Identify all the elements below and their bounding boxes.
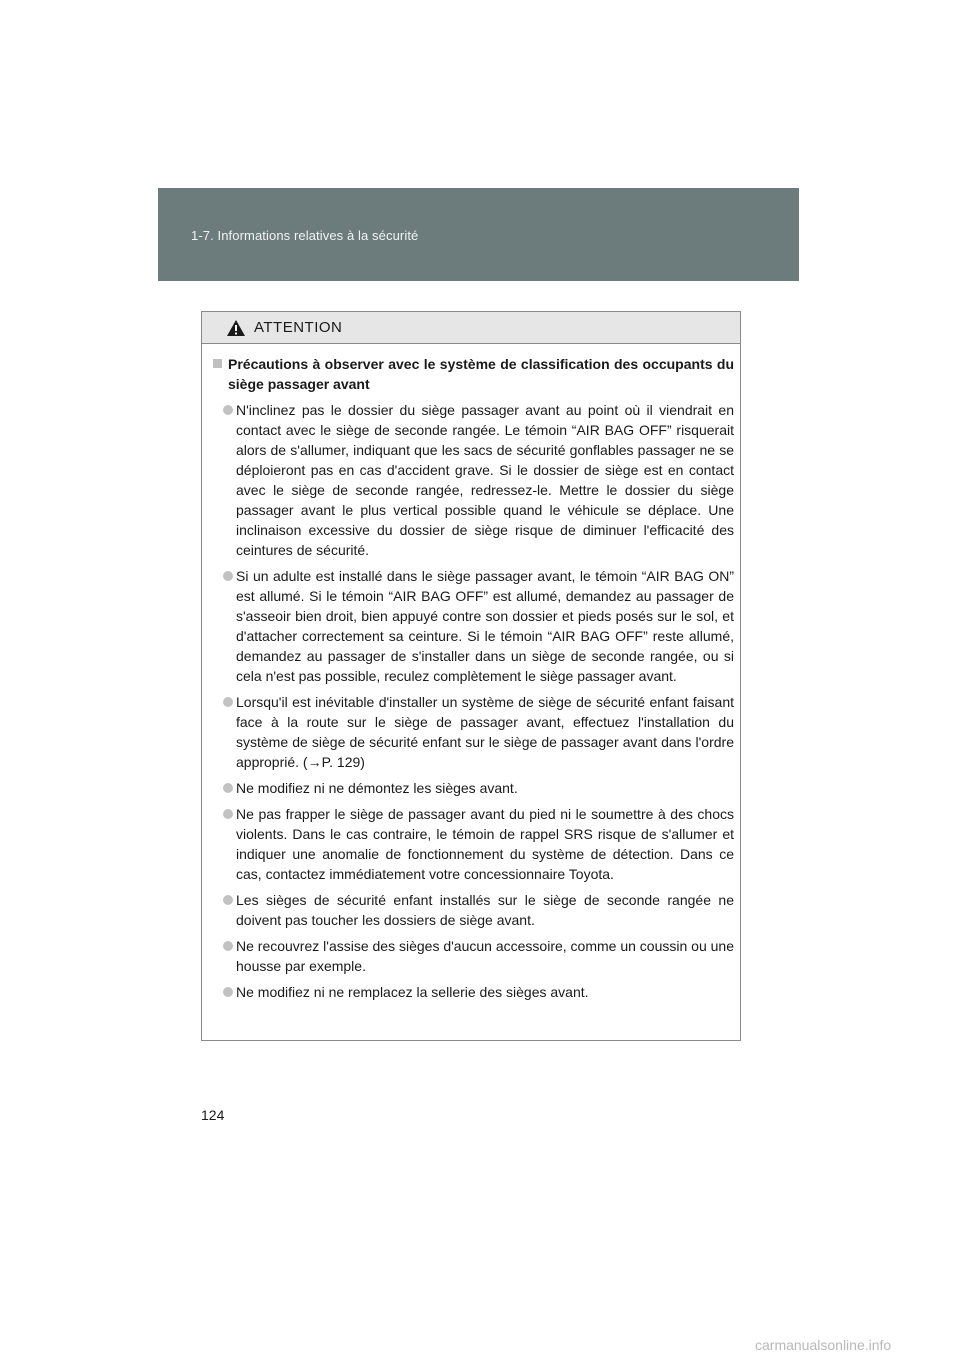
list-item [213,936,734,976]
list-item [213,566,734,686]
warning-header [202,312,740,344]
list-item-text: Ne recouvrez l'assise des sièges d'aucun accessoire, comme un coussin ou une housse par exemple. [236,938,734,974]
warning-box [201,311,741,1041]
circle-bullet-icon [223,895,233,905]
section-heading [213,354,734,394]
warning-triangle-icon [226,319,246,337]
list-item [213,804,734,884]
warning-content [202,344,740,1002]
list-item-text: Ne pas frapper le siège de passager avant du pied ni le soumettre à des chocs violents. Dans le cas contraire, le témoin de rappel SRS risque de s'allumer et indiquer une anomalie de fonctionnement du système de détection. Dans ce cas, contactez immédiatement votre concessionnaire Toyota. [236,806,734,882]
list-item-text: Lorsqu'il est inévitable d'installer un système de siège de sécurité enfant faisant face à la route sur le siège de passager avant, effectuez l'installation du système de siège de sécurité enfant sur le siège de passager avant dans l'ordre approprié. (→P. 129) [236,694,734,770]
circle-bullet-icon [223,405,233,415]
warning-bullet-list [213,400,734,1002]
list-item-text: Si un adulte est installé dans le siège passager avant, le témoin “AIR BAG ON” est allumé. Si le témoin “AIR BAG OFF” est allumé, demandez au passager de s'asseoir bien droit, bien appuyé contre son dossier et pieds posés sur le sol, et d'attacher correctement sa ceinture. Si le témoin “AIR BAG OFF” reste allumé, demandez au passager de s'installer dans un siège de seconde rangée, ou si cela n'est pas possible, reculez complètement le siège passager avant. [236,568,734,684]
square-bullet-icon [213,359,222,368]
list-item-text: N'inclinez pas le dossier du siège passager avant au point où il viendrait en contact avec le siège de seconde rangée. Le témoin “AIR BAG OFF” risquerait alors de s'allumer, indiquant que les sacs de sécurité gonflables passager ne se déploieront pas en cas d'accident grave. Si le dossier de siège est en contact avec le siège de seconde rangée, redressez-le. Mettre le dossier du siège passager avant le plus vertical possible quand le véhicule se déplace. Une inclinaison excessive du dossier de siège risque de diminuer l'efficacité des ceintures de sécurité. [236,402,734,558]
circle-bullet-icon [223,809,233,819]
chapter-section-title: 1-7. Informations relatives à la sécurité [191,228,419,243]
list-item [213,890,734,930]
circle-bullet-icon [223,783,233,793]
warning-title: ATTENTION [254,319,343,336]
circle-bullet-icon [223,571,233,581]
page-number: 124 [201,1107,225,1123]
section-heading-text: Précautions à observer avec le système de classification des occupants du siège passager avant [228,356,734,392]
list-item-text: Les sièges de sécurité enfant installés sur le siège de seconde rangée ne doivent pas toucher les dossiers de siège avant. [236,892,734,928]
watermark-text: carmanualsonline.info [755,1337,892,1353]
list-item [213,982,734,1002]
list-item [213,400,734,560]
list-item-text: Ne modifiez ni ne démontez les sièges avant. [236,780,518,796]
list-item [213,778,734,798]
circle-bullet-icon [223,941,233,951]
circle-bullet-icon [223,987,233,997]
chapter-header-band [158,188,799,281]
list-item-text: Ne modifiez ni ne remplacez la sellerie des sièges avant. [236,984,589,1000]
list-item [213,692,734,772]
circle-bullet-icon [223,697,233,707]
